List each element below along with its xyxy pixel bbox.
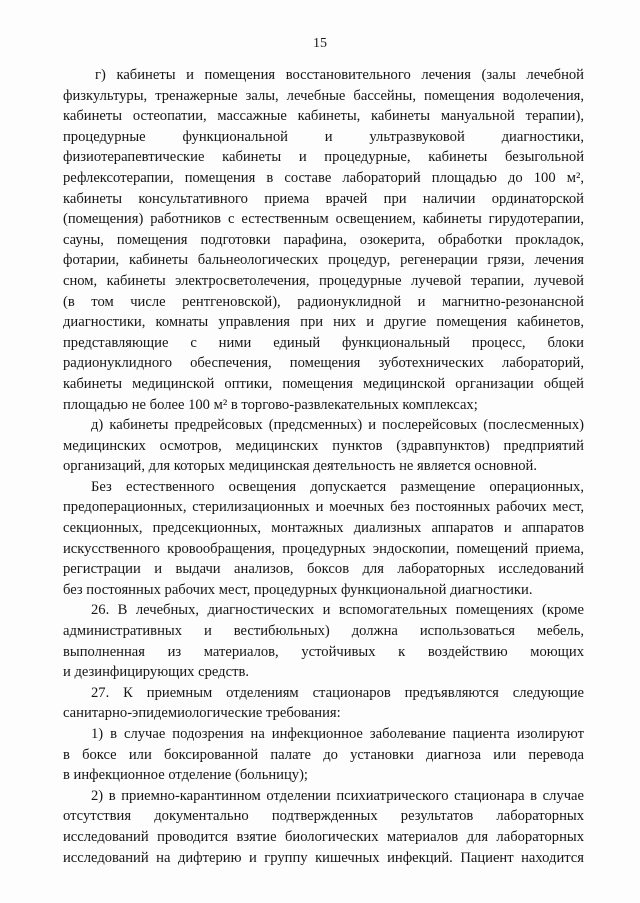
text-line: кабинеты остеопатии, массажные кабинеты, кабинеты мануальной терапии), (63, 108, 584, 125)
text-line: организаций, для которых медицинская деятельность не является основной. (63, 458, 538, 475)
text-line: процедурные функциональной и ультразвуковой диагностики, (63, 128, 584, 145)
text-line: физкультуры, тренажерные залы, лечебные бассейны, помещения водолечения, (63, 87, 584, 104)
text-line: кабинеты медицинской оптики, помещения медицинской организации общей (63, 375, 584, 392)
text-line: исследований проводится взятие биологических материалов для лабораторных (63, 828, 584, 845)
text-line: (помещения) работников с естественным освещением, кабинеты гирудотерапии, (63, 211, 584, 228)
text-line: площадью не более 100 м² в торгово-развлекательных комплексах; (63, 396, 478, 413)
text-line: выполненная из материалов, устойчивых к воздействию моющих (63, 643, 584, 660)
text-line: сном, кабинеты электросветолечения, процедурные лучевой терапии, лучевой (63, 272, 584, 289)
text-line: отсутствия документально подтвержденных результатов лабораторных (63, 808, 584, 825)
text-line: 26. В лечебных, диагностических и вспомогательных помещениях (кроме (91, 602, 584, 619)
text-line: предоперационных, стерилизационных и моечных без постоянных рабочих мест, (63, 499, 584, 516)
text-line: Без естественного освещения допускается размещение операционных, (91, 478, 584, 495)
document-body (63, 65, 584, 868)
text-line: диагностики, комнаты управления при них и другие помещения кабинетов, (63, 314, 584, 331)
text-line: 1) в случае подозрения на инфекционное заболевание пациента изолируют (91, 726, 584, 742)
text-line: радионуклидного обеспечения, помещения зуботехнических лабораторий, (63, 355, 584, 372)
text-line: в боксе или боксированной палате до установки диагноза или перевода (63, 746, 584, 763)
text-line: без постоянных рабочих мест, процедурных функциональной диагностики. (63, 581, 533, 598)
text-line: г) кабинеты и помещения восстановительного лечения (залы лечебной (95, 67, 584, 83)
text-line: регистрации и выдачи анализов, боксов для лабораторных исследований (63, 561, 584, 578)
text-line: кабинеты консультативного приема врачей при наличии ординаторской (63, 190, 584, 207)
text-line: д) кабинеты предрейсовых (предсменных) и послерейсовых (послесменных) (91, 417, 584, 434)
text-line: в инфекционное отделение (больницу); (63, 767, 308, 784)
text-line: сауны, помещения подготовки парафина, озокерита, обработки прокладок, (63, 231, 584, 248)
text-line: фотарии, кабинеты бальнеологических процедур, регенерации грязи, лечения (63, 252, 584, 269)
text-line: (в том числе рентгеновской), радионуклидной и магнитно-резонансной (63, 293, 584, 310)
text-line: физиотерапевтические кабинеты и процедурные, кабинеты безыгольной (63, 149, 584, 166)
text-line: представляющие с ними единый функциональный процесс, блоки (63, 334, 584, 351)
text-line: искусственного кровообращения, процедурных эндоскопии, помещений приема, (63, 540, 584, 557)
page-number: 15 (313, 36, 327, 51)
text-line: санитарно-эпидемиологические требования: (63, 705, 341, 722)
text-line: 2) в приемно-карантинном отделении психиатрического стационара в случае (91, 787, 584, 804)
text-line: медицинских осмотров, медицинских пунктов (здравпунктов) предприятий (63, 437, 584, 454)
text-line: исследований на дифтерию и группу кишечных инфекций. Пациент находится (63, 849, 584, 866)
text-line: 27. К приемным отделениям стационаров предъявляются следующие (91, 684, 584, 701)
text-line: рефлексотерапии, помещения в составе лабораторий площадью до 100 м², (63, 169, 584, 186)
text-line: секционных, предсекционных, монтажных диализных аппаратов и аппаратов (63, 520, 584, 537)
text-line: административных и вестибюльных) должна использоваться мебель, (63, 623, 584, 640)
text-line: и дезинфицирующих средств. (63, 664, 249, 681)
